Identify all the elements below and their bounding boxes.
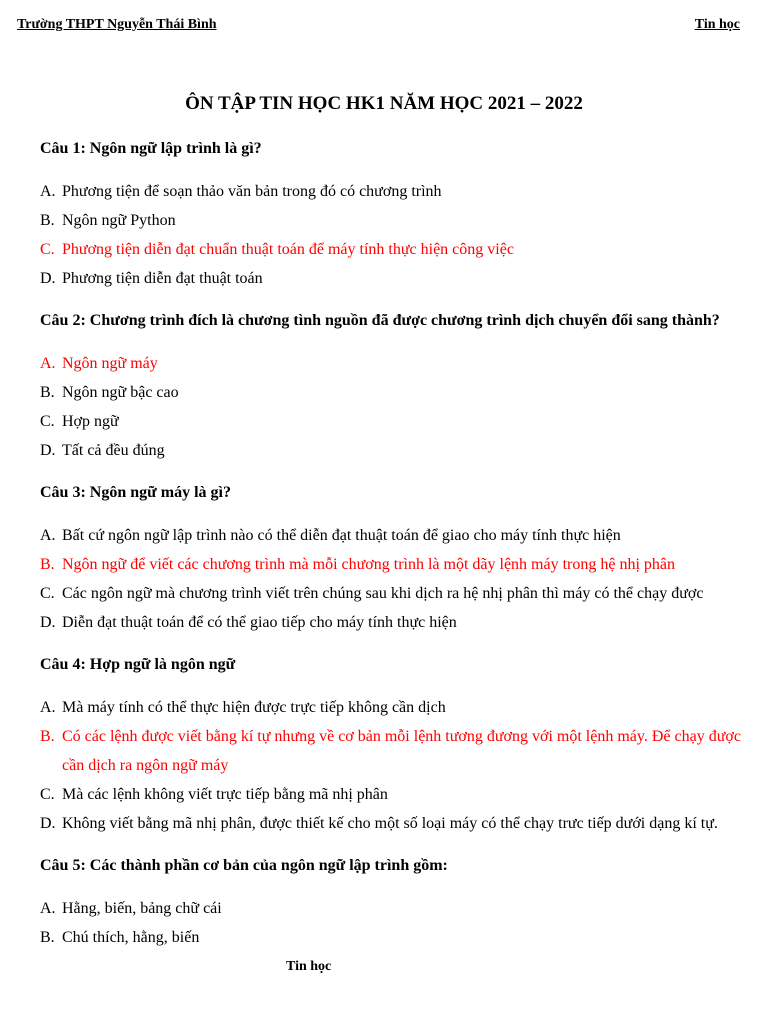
- answer-option-correct: [40, 349, 745, 378]
- option-text: Phương tiện diễn đạt chuẩn thuật toán để máy tính thực hiện công việc: [62, 241, 514, 258]
- question-block: [40, 310, 745, 465]
- option-letter: B.: [40, 212, 55, 229]
- option-letter: B.: [40, 929, 55, 946]
- option-text: Các ngôn ngữ mà chương trình viết trên chúng sau khi dịch ra hệ nhị phân thì máy có thể chạy được: [62, 585, 704, 602]
- question-list: [40, 138, 745, 969]
- option-letter: D.: [40, 270, 56, 287]
- option-letter: C.: [40, 585, 55, 602]
- question-block: [40, 654, 745, 838]
- option-text: Ngôn ngữ Python: [62, 212, 176, 229]
- option-text: Có các lệnh được viết bằng kí tự nhưng về cơ bản mỗi lệnh tương đương với một lệnh máy. Để chạy được cần dịch ra ngôn ngữ máy: [62, 728, 741, 774]
- option-letter: C.: [40, 413, 55, 430]
- option-letter: B.: [40, 556, 55, 573]
- question-block: [40, 855, 745, 952]
- answer-option: [40, 579, 745, 608]
- answer-option: [40, 923, 745, 952]
- option-letter: C.: [40, 241, 55, 258]
- option-text: Ngôn ngữ máy: [62, 355, 158, 372]
- answer-options: [40, 894, 745, 952]
- page-footer: Tin học: [286, 959, 332, 974]
- answer-option: [40, 206, 745, 235]
- answer-option: [40, 264, 745, 293]
- option-text: Phương tiện diễn đạt thuật toán: [62, 270, 263, 287]
- question-text: Câu 5: Các thành phần cơ bản của ngôn ngữ lập trình gồm:: [40, 857, 448, 874]
- option-letter: B.: [40, 384, 55, 401]
- question-text: Câu 1: Ngôn ngữ lập trình là gì?: [40, 140, 262, 157]
- answer-option: [40, 177, 745, 206]
- answer-options: [40, 177, 745, 293]
- document-title: ÔN TẬP TIN HỌC HK1 NĂM HỌC 2021 – 2022: [185, 93, 583, 114]
- option-text: Không viết bằng mã nhị phân, được thiết kế cho một số loại máy có thể chạy trưc tiếp dưới dạng kí tự.: [62, 815, 718, 832]
- answer-options: [40, 693, 745, 838]
- subject-label: Tin học: [694, 17, 740, 32]
- answer-option: [40, 693, 745, 722]
- option-text: Phương tiện để soạn thảo văn bản trong đó có chương trình: [62, 183, 442, 200]
- question-block: [40, 482, 745, 637]
- option-letter: D.: [40, 614, 56, 631]
- option-letter: D.: [40, 815, 56, 832]
- option-text: Hằng, biến, bảng chữ cái: [62, 900, 222, 917]
- option-text: Ngôn ngữ để viết các chương trình mà mỗi chương trình là một dãy lệnh máy trong hệ nhị phân: [62, 556, 676, 573]
- option-letter: C.: [40, 786, 55, 803]
- option-text: Mà máy tính có thể thực hiện được trực tiếp không cần dịch: [62, 699, 446, 716]
- option-text: Hợp ngữ: [62, 413, 119, 430]
- answer-option: [40, 436, 745, 465]
- answer-option-correct: [40, 722, 745, 780]
- answer-option: [40, 809, 745, 838]
- option-letter: A.: [40, 900, 56, 917]
- option-letter: A.: [40, 527, 56, 544]
- option-text: Diễn đạt thuật toán để có thể giao tiếp cho máy tính thực hiện: [62, 614, 457, 631]
- answer-option-correct: [40, 235, 745, 264]
- option-letter: B.: [40, 728, 55, 745]
- option-text: Bất cứ ngôn ngữ lập trình nào có thể diễn đạt thuật toán để giao cho máy tính thực hiện: [62, 527, 621, 544]
- option-text: Chú thích, hằng, biến: [62, 929, 200, 946]
- option-text: Ngôn ngữ bậc cao: [62, 384, 179, 401]
- option-text: Tất cả đều đúng: [62, 442, 165, 459]
- answer-options: [40, 349, 745, 465]
- option-letter: A.: [40, 699, 56, 716]
- answer-option: [40, 608, 745, 637]
- option-letter: A.: [40, 183, 56, 200]
- question-text: Câu 2: Chương trình đích là chương tình nguồn đã được chương trình dịch chuyển đổi sang thành?: [40, 312, 720, 329]
- option-letter: D.: [40, 442, 56, 459]
- answer-option: [40, 894, 745, 923]
- answer-option: [40, 521, 745, 550]
- answer-option: [40, 780, 745, 809]
- answer-option: [40, 407, 745, 436]
- question-text: Câu 4: Hợp ngữ là ngôn ngữ: [40, 656, 236, 673]
- answer-options: [40, 521, 745, 637]
- option-text: Mà các lệnh không viết trực tiếp bằng mã nhị phân: [62, 786, 388, 803]
- answer-option: [40, 378, 745, 407]
- answer-option-correct: [40, 550, 745, 579]
- option-letter: A.: [40, 355, 56, 372]
- school-name: Trường THPT Nguyễn Thái Bình: [17, 17, 217, 32]
- question-block: [40, 138, 745, 293]
- question-text: Câu 3: Ngôn ngữ máy là gì?: [40, 484, 231, 501]
